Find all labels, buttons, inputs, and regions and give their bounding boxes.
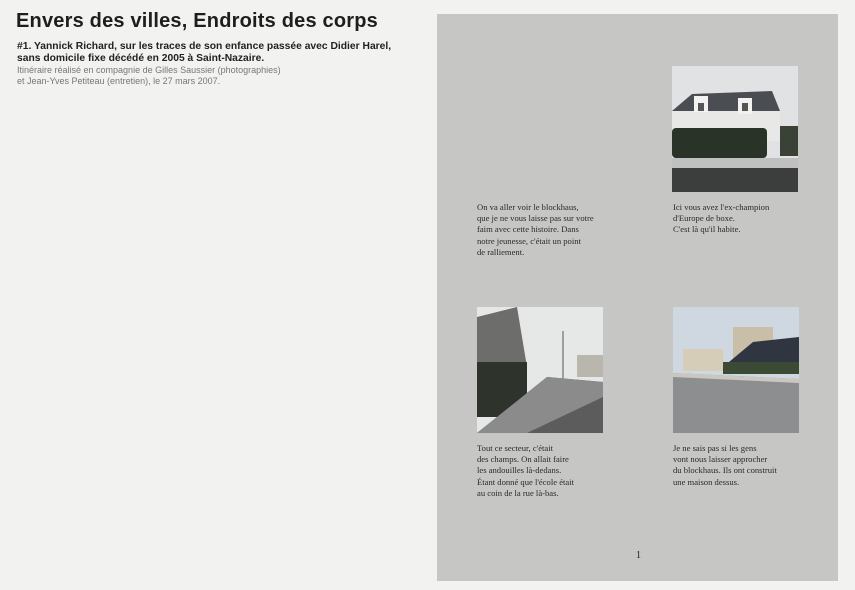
caption-3: Tout ce secteur, c'était des champs. On allait faire les andouilles là-dedans. Étant donné que l'école était au coin de la rue là-bas. — [477, 443, 574, 498]
photo-house — [672, 66, 798, 192]
subtitle — [17, 41, 391, 65]
subtitle-line: sans domicile fixe décédé en 2005 à Saint-Nazaire. — [17, 53, 265, 64]
photo-street-trees — [477, 307, 603, 433]
photo-street-houses — [673, 307, 799, 433]
credits-line: Itinéraire réalisé en compagnie de Gilles Saussier (photographies) — [17, 65, 281, 75]
page-title: Envers des villes, Endroits des corps — [16, 10, 378, 32]
page-number: 1 — [636, 550, 641, 561]
subtitle-line: #1. Yannick Richard, sur les traces de son enfance passée avec Didier Harel, — [17, 41, 392, 52]
caption-4: Je ne sais pas si les gens vont nous laisser approcher du blockhaus. Ils ont construit une maison dessus. — [673, 443, 777, 487]
caption-2: Ici vous avez l'ex-champion d'Europe de boxe. C'est là qu'il habite. — [673, 202, 770, 235]
credits — [17, 65, 281, 87]
credits-line: et Jean-Yves Petiteau (entretien), le 27 mars 2007. — [17, 76, 221, 86]
caption-1: On va aller voir le blockhaus, que je ne vous laisse pas sur votre faim avec cette histoire. Dans notre jeunesse, c'était un point de ralliement. — [477, 202, 594, 257]
